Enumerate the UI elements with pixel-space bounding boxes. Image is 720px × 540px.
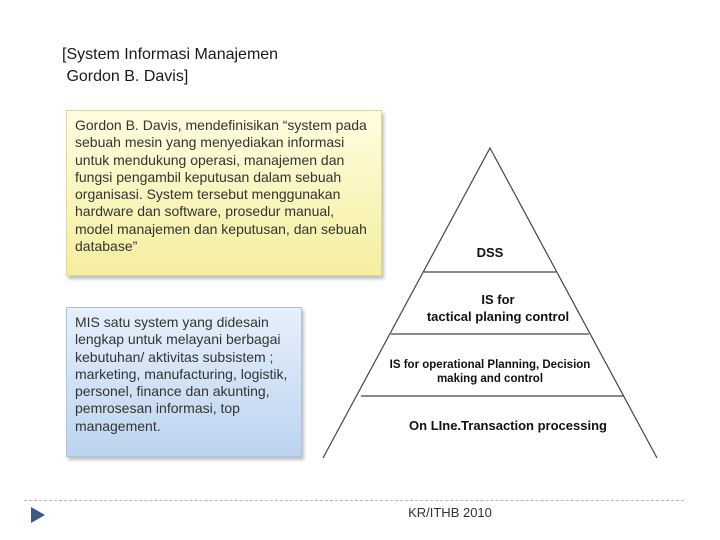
footer-divider <box>24 500 684 501</box>
definition-text: Gordon B. Davis, mendefinisikan “system pada sebuah mesin yang menyediakan informasi untuk mendukung operasi, manajemen dan fungsi pengambil keputusan dalam sebuah organisasi. System tersebut menggunakan hardware dan software, prosedur manual, model manajemen dan keputusan, dan sebuah database” <box>75 117 367 255</box>
pyramid-level-transaction: On LIne.Transaction processing <box>409 418 607 433</box>
pyramid-level-operational: IS for operational Planning, Decision making and control <box>389 359 591 385</box>
mis-text: MIS satu system yang didesain lengkap untuk melayani berbagai kebutuhan/ aktivitas subsistem ; marketing, manufacturing, logistik, personel, finance dan akunting, pemrosesan informasi, top management. <box>75 314 288 434</box>
pyramid-level-dss: DSS <box>476 245 504 260</box>
pyramid-level-tactical: IS for tactical planing control <box>426 292 570 324</box>
footer-text: KR/ITHB 2010 <box>408 505 492 520</box>
slide-title: [System Informasi Manajemen Gordon B. Davis] <box>62 46 279 85</box>
play-arrow-icon <box>30 506 46 524</box>
